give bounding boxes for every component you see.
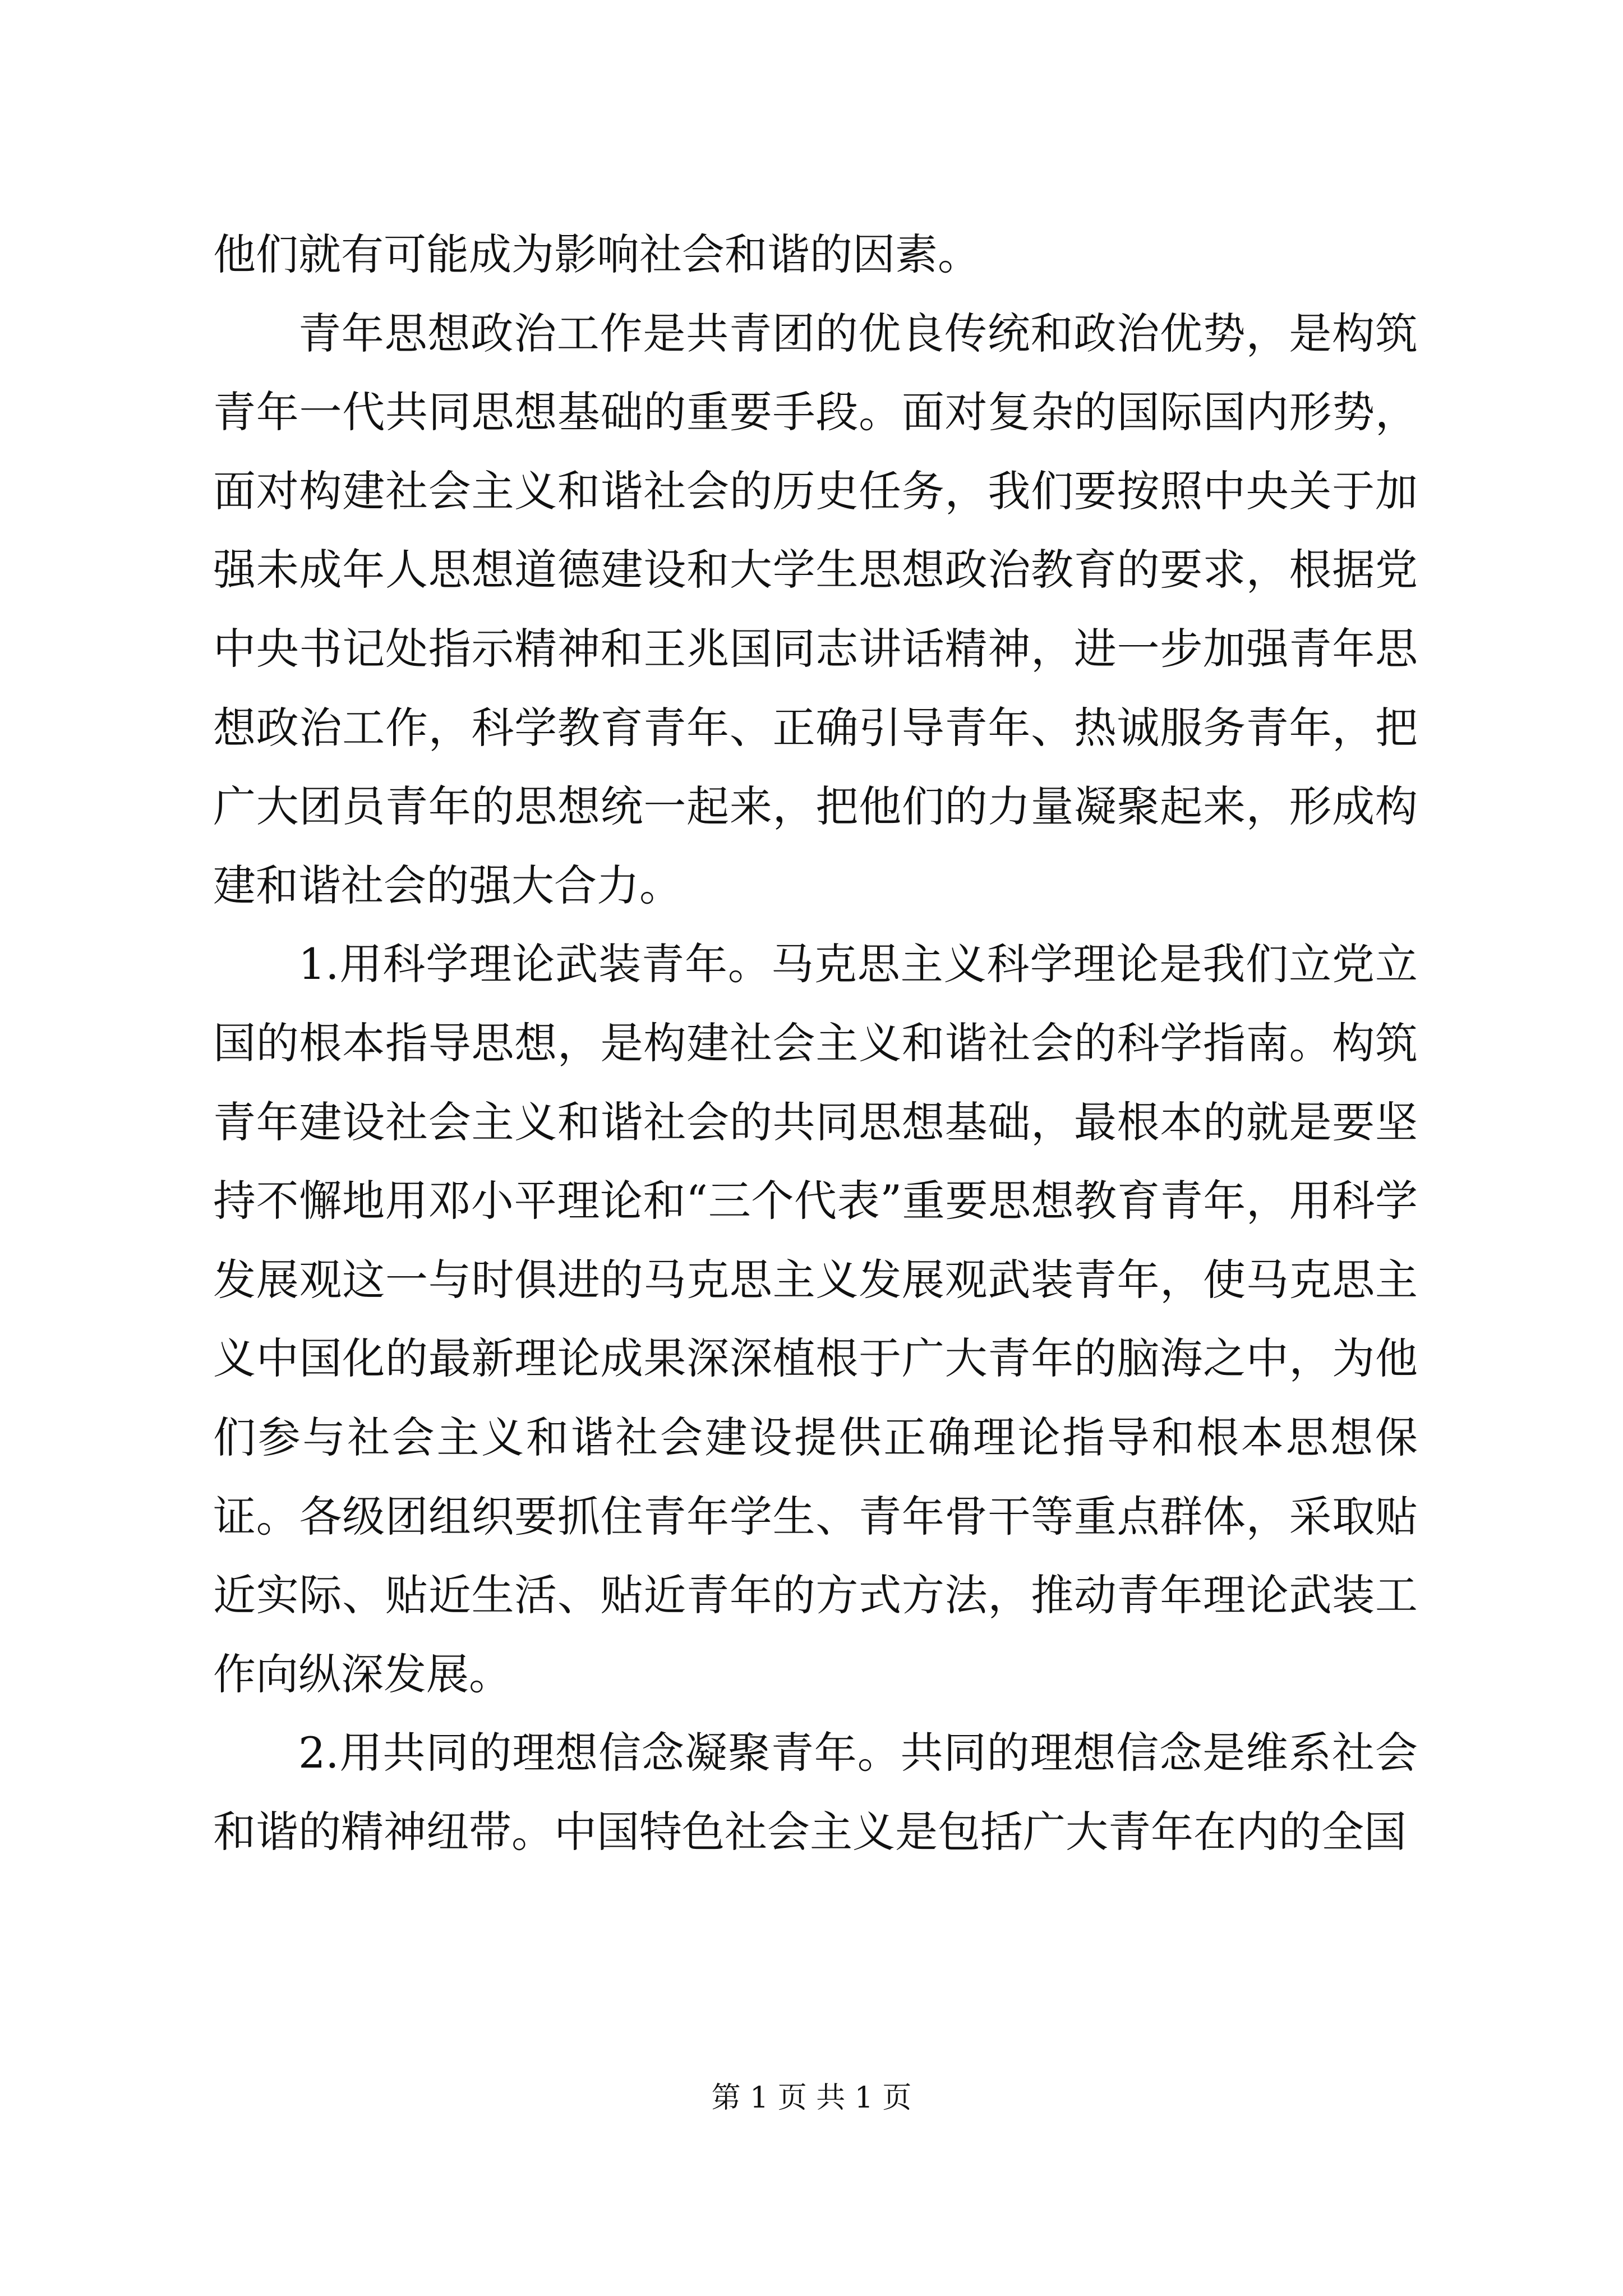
paragraph-continuation: 他们就有可能成为影响社会和谐的因素。 [213,229,980,279]
paragraph-point-2: 2.用共同的理想信念凝聚青年。共同的理想信念是维系社会和谐的精神纽带。中国特色社会主义是包括广大青年在内的全国 [213,1728,1418,1857]
page-number-footer: 第 1 页 共 1 页 [711,2081,912,2115]
paragraph-point-1: 1.用科学理论武装青年。马克思主义科学理论是我们立党立国的根本指导思想，是构建社会主义和谐社会的科学指南。构筑青年建设社会主义和谐社会的共同思想基础，最根本的就是要坚持不懈地用邓小平理论和“三个代表”重要思想教育青年，用科学发展观这一与时俱进的马克思主义发展观武装青年，使马克思主义中国化的最新理论成果深深植根于广大青年的脑海之中，为他们参与社会主义和谐社会建设提供正确理论指导和根本思想保证。各级团组织要抓住青年学生、青年骨干等重点群体，采取贴近实际、贴近生活、贴近青年的方式方法，推动青年理论武装工作向纵深发展。 [213,939,1418,1699]
paragraph-youth-ideology-work: 青年思想政治工作是共青团的优良传统和政治优势，是构筑青年一代共同思想基础的重要手段。面对复杂的国际国内形势，面对构建社会主义和谐社会的历史任务，我们要按照中央关于加强未成年人思想道德建设和大学生思想政治教育的要求，根据党中央书记处指示精神和王兆国同志讲话精神，进一步加强青年思想政治工作，科学教育青年、正确引导青年、热诚服务青年，把广大团员青年的思想统一起来，把他们的力量凝聚起来，形成构建和谐社会的强大合力。 [213,308,1418,910]
document-body [213,215,1418,1871]
